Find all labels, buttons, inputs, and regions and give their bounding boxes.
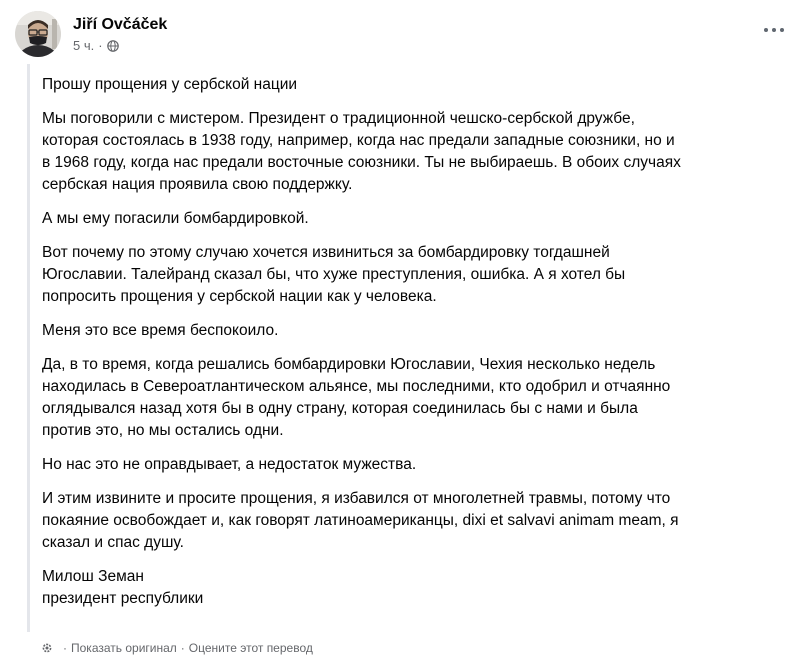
paragraph: А мы ему погасили бомбардировкой. — [42, 210, 309, 227]
footer-separator: · — [180, 641, 185, 655]
subline-separator: · — [98, 37, 103, 53]
paragraph-title: Прошу прощения у сербской нации — [42, 76, 298, 93]
paragraph: И этим извините и просите прощения, я избавился от многолетней травмы, потому что покаяние освобождает и, как говорят латиноамериканцы, dixi et salvavi animam meam, я сказал и спас душу. — [42, 490, 679, 551]
paragraph: Да, в то время, когда решались бомбардировки Югославии, Чехия несколько недель находилась в Североатлантическом альянсе, мы последними, кто одобрил и отчаянно оглядывался назад хотя бы в одну страну, которая соединилась бы с нами и была против это, но мы остались одни. — [42, 356, 671, 439]
post-meta — [73, 15, 167, 54]
post-header — [15, 11, 167, 57]
post-subline — [73, 38, 167, 54]
paragraph: Вот почему по этому случаю хочется извиниться за бомбардировку тогдашней Югославии. Талейранд сказал бы, что хуже преступления, ошибка. А я хотел бы попросить прощения у сербской нации как у человека. — [42, 244, 626, 305]
rate-translation-link[interactable]: Оцените этот перевод — [188, 641, 313, 655]
signature: Милош Земан президент республики — [42, 568, 204, 607]
globe-icon[interactable] — [107, 40, 119, 52]
paragraph: Мы поговорили с мистером. Президент о традиционной чешско-сербской дружбе, которая состоялась в 1938 году, например, когда нас предали западные союзники, но и в 1968 году, когда нас предали восточные союзники. Ты не выбираешь. В обоих случаях сербская нация проявила свою поддержку. — [42, 110, 681, 193]
paragraph: Но нас это не оправдывает, а недостаток мужества. — [42, 456, 417, 473]
footer-separator: · — [63, 641, 67, 655]
post-timestamp[interactable]: 5 ч. — [73, 37, 95, 53]
avatar[interactable] — [15, 11, 61, 57]
more-icon[interactable] — [764, 26, 784, 34]
post-body — [27, 64, 797, 632]
translation-footer — [41, 640, 313, 656]
gear-icon[interactable] — [41, 642, 53, 654]
paragraph: Меня это все время беспокоило. — [42, 322, 279, 339]
show-original-link[interactable]: Показать оригинал — [71, 641, 177, 655]
author-name[interactable]: Jiří Ovčáček — [73, 15, 168, 33]
